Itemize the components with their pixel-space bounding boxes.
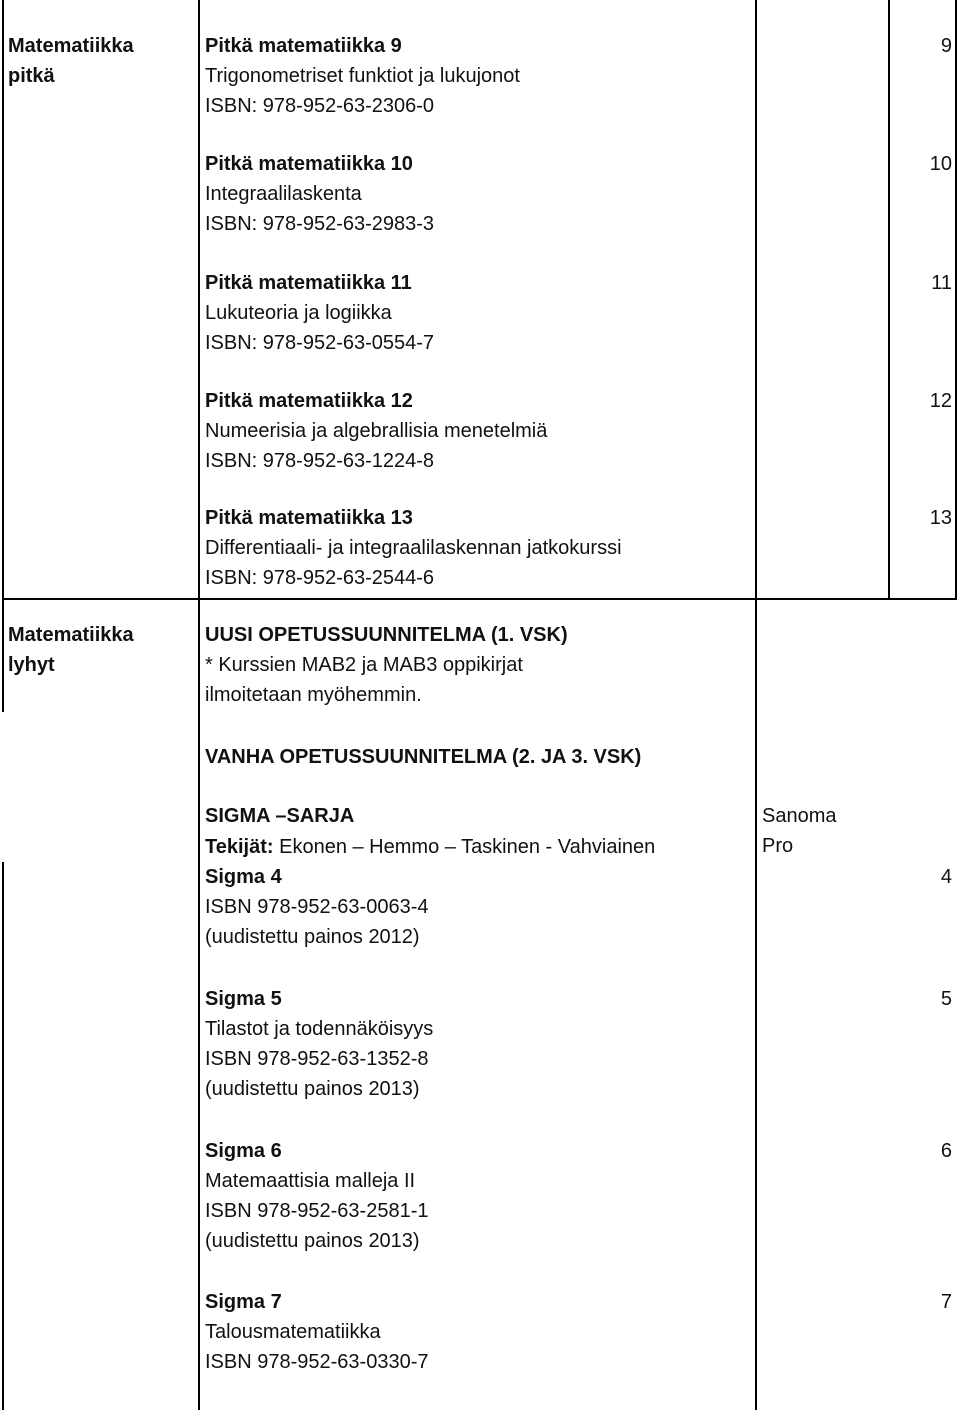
book-line: ISBN 978-952-63-2581-1 (205, 1200, 429, 1222)
subject-lyhyt (8, 620, 134, 680)
book-entry (205, 31, 520, 121)
subject-pitka (8, 31, 134, 91)
authors-label: Tekijät: (205, 836, 274, 858)
authors-names: Ekonen – Hemmo – Taskinen - Vahviainen (279, 836, 656, 858)
course-number: 9 (940, 35, 952, 57)
book-subtitle: Numeerisia ja algebrallisia menetelmiä (205, 420, 548, 442)
book-line: Matemaattisia malleja II (205, 1170, 416, 1192)
course-number: 13 (929, 507, 952, 529)
row-divider-pitka-lyhyt (2, 598, 957, 600)
book-subtitle: Trigonometriset funktiot ja lukujonot (205, 65, 520, 87)
course-number: 12 (929, 390, 952, 412)
subject-pitka-line2: pitkä (8, 65, 55, 87)
new-curriculum-heading: UUSI OPETUSSUUNNITELMA (1. VSK) (205, 624, 568, 646)
course-number: 11 (931, 272, 952, 294)
series-heading: SIGMA –SARJA (205, 805, 355, 827)
book-entry (205, 862, 428, 952)
column-divider-content (755, 0, 757, 1410)
book-line: (uudistettu painos 2013) (205, 1078, 420, 1100)
book-title: Pitkä matematiikka 12 (205, 390, 413, 412)
book-line: Talousmatematiikka (205, 1321, 381, 1343)
course-number: 4 (940, 866, 952, 888)
book-title: Pitkä matematiikka 9 (205, 35, 402, 57)
book-title: Sigma 4 (205, 866, 282, 888)
book-isbn: ISBN: 978-952-63-0554-7 (205, 332, 435, 354)
new-curriculum-note-line2: ilmoitetaan myöhemmin. (205, 684, 422, 706)
book-line: ISBN 978-952-63-1352-8 (205, 1048, 429, 1070)
column-divider-number (888, 0, 890, 600)
book-line: (uudistettu painos 2012) (205, 926, 420, 948)
left-border-bottom (2, 862, 4, 1410)
book-entry (205, 1287, 428, 1377)
subject-pitka-line1: Matematiikka (8, 35, 134, 57)
book-entry (205, 268, 434, 358)
book-subtitle: Lukuteoria ja logiikka (205, 302, 392, 324)
book-line: (uudistettu painos 2013) (205, 1230, 420, 1252)
publisher-line2: Pro (762, 835, 794, 857)
book-entry (205, 1136, 428, 1256)
publisher-line1: Sanoma (762, 805, 837, 827)
book-subtitle: Differentiaali- ja integraalilaskennan jatkokurssi (205, 537, 622, 559)
new-curriculum-note-line1: * Kurssien MAB2 ja MAB3 oppikirjat (205, 654, 523, 676)
book-entry (205, 503, 622, 593)
course-number: 10 (929, 153, 952, 175)
book-isbn: ISBN: 978-952-63-2983-3 (205, 213, 435, 235)
book-title: Pitkä matematiikka 11 (205, 272, 412, 294)
book-title: Sigma 5 (205, 988, 282, 1010)
book-entry (205, 984, 433, 1104)
book-subtitle: Integraalilaskenta (205, 183, 362, 205)
old-curriculum-heading: VANHA OPETUSSUUNNITELMA (2. JA 3. VSK) (205, 746, 642, 768)
publisher (762, 801, 837, 861)
book-title: Pitkä matematiikka 10 (205, 153, 413, 175)
new-curriculum-block (205, 620, 568, 710)
book-title: Pitkä matematiikka 13 (205, 507, 413, 529)
book-line: ISBN 978-952-63-0063-4 (205, 896, 429, 918)
book-entry (205, 149, 434, 239)
book-isbn: ISBN: 978-952-63-2306-0 (205, 95, 435, 117)
left-border-top (2, 0, 4, 712)
authors-line (205, 832, 655, 862)
book-line: ISBN 978-952-63-0330-7 (205, 1351, 429, 1373)
course-number: 7 (940, 1291, 952, 1313)
book-entry (205, 386, 547, 476)
column-divider-subject (198, 0, 200, 1410)
book-title: Sigma 6 (205, 1140, 282, 1162)
book-isbn: ISBN: 978-952-63-2544-6 (205, 567, 435, 589)
book-isbn: ISBN: 978-952-63-1224-8 (205, 450, 435, 472)
course-number: 6 (940, 1140, 952, 1162)
course-number: 5 (940, 988, 952, 1010)
book-line: Tilastot ja todennäköisyys (205, 1018, 434, 1040)
right-border (955, 0, 957, 600)
subject-lyhyt-line1: Matematiikka (8, 624, 134, 646)
book-title: Sigma 7 (205, 1291, 282, 1313)
subject-lyhyt-line2: lyhyt (8, 654, 55, 676)
